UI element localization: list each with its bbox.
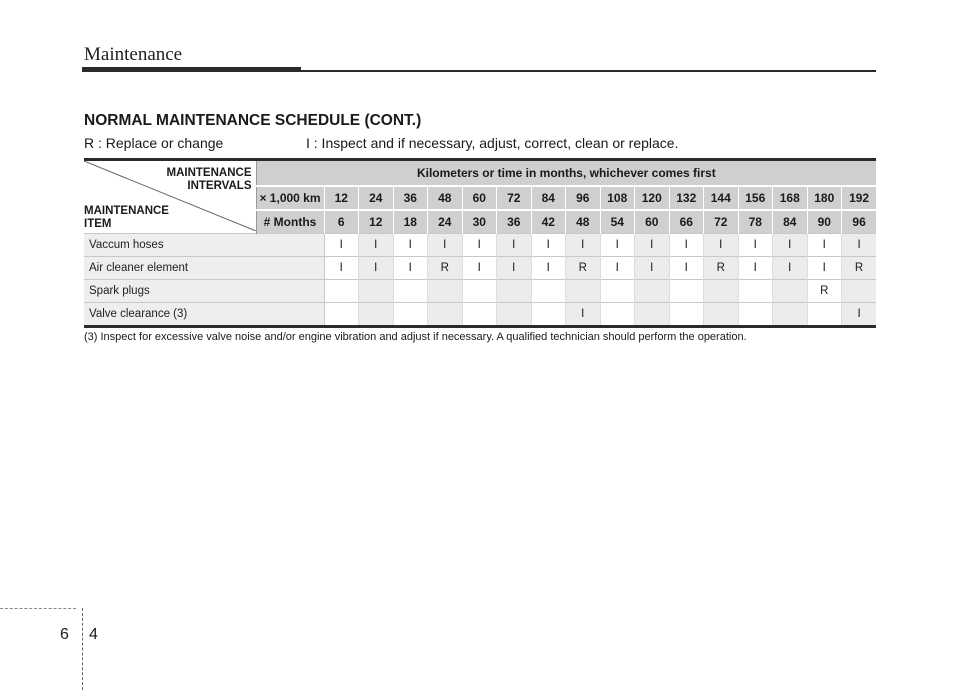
table-row: [84, 303, 876, 327]
schedule-cell: [669, 303, 704, 327]
km-interval-cell: 60: [462, 186, 497, 210]
schedule-cell: [635, 303, 670, 327]
months-interval-cell: 54: [600, 210, 635, 234]
schedule-cell: [704, 280, 739, 303]
km-interval-cell: 96: [566, 186, 601, 210]
schedule-cell: [359, 280, 394, 303]
km-interval-cell: 144: [704, 186, 739, 210]
schedule-cell: [635, 280, 670, 303]
schedule-heading: NORMAL MAINTENANCE SCHEDULE (CONT.): [84, 112, 422, 129]
schedule-cell: [600, 280, 635, 303]
schedule-cell: I: [531, 257, 566, 280]
months-interval-cell: 42: [531, 210, 566, 234]
schedule-cell: I: [531, 234, 566, 257]
schedule-cell: [807, 303, 842, 327]
km-unit-label: × 1,000 km: [256, 186, 324, 210]
legend: [84, 135, 679, 151]
schedule-cell: I: [635, 234, 670, 257]
table-row: [84, 257, 876, 280]
schedule-cell: I: [324, 257, 359, 280]
months-unit-label: # Months: [256, 210, 324, 234]
km-interval-cell: 180: [807, 186, 842, 210]
schedule-cell: [773, 303, 808, 327]
schedule-cell: [738, 303, 773, 327]
schedule-cell: I: [669, 234, 704, 257]
schedule-cell: [738, 280, 773, 303]
months-interval-cell: 96: [842, 210, 877, 234]
schedule-cell: I: [462, 234, 497, 257]
schedule-cell: I: [600, 257, 635, 280]
schedule-cell: I: [773, 234, 808, 257]
months-interval-cell: 90: [807, 210, 842, 234]
schedule-cell: [393, 280, 428, 303]
schedule-cell: I: [842, 303, 877, 327]
maintenance-item-label: Air cleaner element: [84, 257, 324, 280]
schedule-cell: I: [462, 257, 497, 280]
km-interval-cell: 168: [773, 186, 808, 210]
months-interval-cell: 24: [428, 210, 463, 234]
schedule-cell: [842, 280, 877, 303]
schedule-cell: [704, 303, 739, 327]
header-rule-thick: [82, 67, 301, 72]
months-interval-cell: 66: [669, 210, 704, 234]
schedule-cell: [531, 280, 566, 303]
schedule-cell: I: [704, 234, 739, 257]
schedule-cell: [462, 280, 497, 303]
table-row: [84, 234, 876, 257]
schedule-cell: I: [359, 234, 394, 257]
schedule-cell: [566, 280, 601, 303]
footer-dash-horizontal: [0, 608, 76, 609]
schedule-cell: I: [842, 234, 877, 257]
km-interval-cell: 72: [497, 186, 532, 210]
schedule-cell: R: [566, 257, 601, 280]
schedule-cell: [428, 303, 463, 327]
km-interval-cell: 120: [635, 186, 670, 210]
months-interval-cell: 6: [324, 210, 359, 234]
km-interval-cell: 36: [393, 186, 428, 210]
schedule-cell: I: [738, 257, 773, 280]
months-interval-cell: 72: [704, 210, 739, 234]
schedule-cell: I: [497, 234, 532, 257]
schedule-cell: I: [635, 257, 670, 280]
maintenance-item-label: Valve clearance (3): [84, 303, 324, 327]
months-interval-cell: 36: [497, 210, 532, 234]
months-interval-cell: 78: [738, 210, 773, 234]
months-interval-cell: 84: [773, 210, 808, 234]
km-interval-cell: 12: [324, 186, 359, 210]
schedule-cell: I: [807, 234, 842, 257]
schedule-cell: I: [600, 234, 635, 257]
schedule-cell: I: [393, 257, 428, 280]
schedule-cell: [531, 303, 566, 327]
schedule-cell: I: [393, 234, 428, 257]
schedule-cell: [359, 303, 394, 327]
schedule-cell: I: [359, 257, 394, 280]
km-interval-cell: 132: [669, 186, 704, 210]
schedule-cell: I: [497, 257, 532, 280]
legend-inspect: I : Inspect and if necessary, adjust, correct, clean or replace.: [306, 135, 679, 151]
km-interval-cell: 84: [531, 186, 566, 210]
months-interval-cell: 18: [393, 210, 428, 234]
schedule-cell: R: [704, 257, 739, 280]
schedule-cell: [324, 303, 359, 327]
schedule-cell: [497, 303, 532, 327]
schedule-cell: R: [807, 280, 842, 303]
km-interval-cell: 192: [842, 186, 877, 210]
maintenance-schedule-table: [84, 158, 876, 328]
schedule-cell: I: [773, 257, 808, 280]
section-title: Maintenance: [84, 44, 183, 65]
schedule-cell: I: [807, 257, 842, 280]
schedule-cell: [600, 303, 635, 327]
months-interval-cell: 12: [359, 210, 394, 234]
schedule-cell: [428, 280, 463, 303]
schedule-cell: I: [738, 234, 773, 257]
km-interval-cell: 48: [428, 186, 463, 210]
schedule-cell: [497, 280, 532, 303]
footnote: (3) Inspect for excessive valve noise and/or engine vibration and adjust if necessary. A qualified technician should perform the operation.: [84, 331, 747, 343]
schedule-cell: R: [842, 257, 877, 280]
schedule-cell: R: [428, 257, 463, 280]
table-row: [84, 280, 876, 303]
page-number: 4: [89, 626, 98, 643]
footer-dash-vertical: [82, 608, 83, 690]
maintenance-item-label: Spark plugs: [84, 280, 324, 303]
legend-replace: R : Replace or change: [84, 135, 224, 151]
schedule-cell: [773, 280, 808, 303]
table-corner-header: [84, 160, 256, 234]
schedule-cell: [393, 303, 428, 327]
months-interval-cell: 30: [462, 210, 497, 234]
schedule-cell: [462, 303, 497, 327]
corner-item-label: MAINTENANCE ITEM: [84, 205, 169, 230]
interval-span-header: Kilometers or time in months, whichever comes first: [256, 160, 876, 187]
months-interval-cell: 48: [566, 210, 601, 234]
schedule-cell: I: [566, 234, 601, 257]
maintenance-item-label: Vaccum hoses: [84, 234, 324, 257]
page-chapter-number: 6: [60, 626, 69, 643]
km-interval-cell: 156: [738, 186, 773, 210]
km-interval-cell: 108: [600, 186, 635, 210]
schedule-cell: I: [669, 257, 704, 280]
schedule-cell: [669, 280, 704, 303]
schedule-cell: I: [566, 303, 601, 327]
header-rule-thin: [301, 70, 876, 72]
schedule-cell: I: [324, 234, 359, 257]
schedule-cell: I: [428, 234, 463, 257]
km-interval-cell: 24: [359, 186, 394, 210]
corner-intervals-label: MAINTENANCE INTERVALS: [166, 167, 252, 192]
schedule-cell: [324, 280, 359, 303]
months-interval-cell: 60: [635, 210, 670, 234]
